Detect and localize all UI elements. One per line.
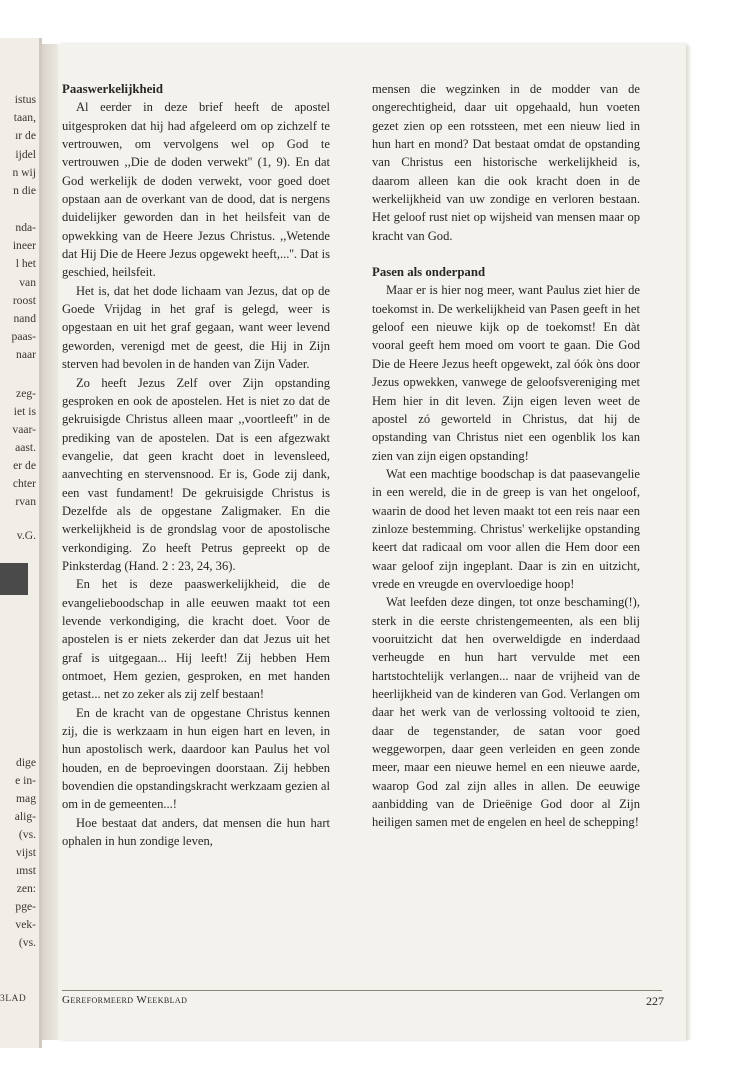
footer-rule	[62, 990, 662, 991]
dark-tab-mark	[0, 563, 28, 595]
adjacent-text-fragment: (vs.	[18, 828, 36, 841]
adjacent-text-fragment: pge-	[15, 900, 36, 913]
paragraph: Het is, dat het dode lichaam van Jezus, dat op de Goede Vrijdag in het graf is gelegd, weer is opgestaan en uit het graf gegaan, want weer levend geworden, verenigd met de geest, die Hij in Zijn sterven had bevolen in de handen van Zijn Vader.	[62, 283, 330, 372]
section-heading: Paaswerkelijkheid	[62, 82, 163, 96]
right-column	[372, 80, 640, 832]
left-column	[62, 80, 330, 850]
page-edge-shadow	[686, 46, 692, 1040]
adjacent-text-fragment: nand	[13, 312, 36, 325]
adjacent-text-fragment: ijdel	[15, 148, 36, 161]
paragraph: Hoe bestaat dat anders, dat mensen die hun hart ophalen in hun zondige leven,	[62, 815, 330, 849]
adjacent-text-fragment: nda-	[15, 221, 36, 234]
adjacent-text-fragment: paas-	[11, 330, 36, 343]
paragraph: En het is deze paaswerkelijkheid, die de evangelieboodschap in alle eeuwen maakt tot een levende verkondiging, die kracht doet. Voor de apostelen is er niets zekerder dan dat Jezus uit het graf is uitgegaan... Hij leeft! Zij hebben Hem ontmoet, Hem gezien, gesproken, en met handen getast... net zo zeker als zij zelf bestaan!	[62, 577, 330, 702]
adjacent-text-fragment: vek-	[15, 918, 36, 931]
adjacent-text-fragment: (vs.	[18, 936, 36, 949]
section-gap	[372, 245, 640, 263]
paragraph: En de kracht van de opgestane Christus kennen zij, die is werkzaam in hun eigen hart en leven, in hun apostolisch werk, daardoor kan Paulus het vol houden, en de beproevingen doorstaan. Zij hebben bovendien die opstandingskracht werkzaam gezien al om in de gemeenten...!	[62, 705, 330, 812]
adjacent-footer-fragment: 3LAD	[0, 994, 27, 1004]
adjacent-text-fragment: l het	[15, 257, 36, 270]
adjacent-text-fragment: mag	[16, 792, 36, 805]
adjacent-text-fragment: ımst	[16, 864, 36, 877]
publication-title: Gereformeerd Weekblad	[62, 994, 188, 1006]
magazine-page	[58, 44, 686, 1040]
adjacent-text-fragment: aast.	[15, 441, 36, 454]
adjacent-text-fragment: ır de	[15, 129, 36, 142]
paragraph-continuation: mensen die wegzinken in de modder van de ongerechtigheid, daar uit opgehaald, hun voeten gezet zien op een rotssteen, met een nieuw lied in hun hart en mond? Dat bestaat omdat de opstanding van Christus een historische werkelijkheid is, daarom alleen kan die ook kracht doen in de werkelijkheid van uw zondige en verloren bestaan. Het geloof rust niet op wijsheid van mensen maar op kracht van God.	[372, 82, 640, 243]
adjacent-text-fragment: dige	[16, 756, 36, 769]
adjacent-text-fragment: e in-	[15, 774, 36, 787]
adjacent-page-edge	[0, 38, 42, 1048]
paragraph: Al eerder in deze brief heeft de apostel uitgesproken dat hij had afgeleerd om op zichzelf te vertrouwen, om vervolgens wel op God te vertrouwen ,,Die de doden verwekt'' (1, 9). En dat God werkelijk de doden verwekt, voor goed doet opstaan aan de overkant van de dood, dat is nergens duidelijker geworden dan in het heilsfeit van de opwekking van de Heere Jezus Christus. ,,Wetende dat Hij Die de Heere Jezus opgewekt heeft,...''. Dat is geschied, heilsfeit.	[62, 100, 330, 280]
adjacent-text-fragment: chter	[12, 477, 36, 490]
adjacent-text-fragment: n die	[13, 184, 36, 197]
adjacent-text-fragment: vijst	[16, 846, 36, 859]
adjacent-text-fragment: iet is	[13, 405, 36, 418]
paragraph: Zo heeft Jezus Zelf over Zijn opstanding gesproken en ook de apostelen. Het is niet zo dat de gekruisigde Christus alleen maar ,,voortleeft'' in de prediking van de apostelen. Dat is een afgezwakt evangelie, dat geen kracht doet in levensleed, aanvechting en stervensnood. Er is, Gode zij dank, een vast fundament! De gekruisigde Christus is Dezelfde als de opgestane Zaligmaker. En die werkelijkheid is de grondslag voor de apostolische verkondiging. Zo heeft Petrus gepreekt op de Pinksterdag (Hand. 2 : 23, 24, 36).	[62, 375, 330, 573]
paragraph: Wat een machtige boodschap is dat paasevangelie in een wereld, die in de greep is van het ongeloof, waarin de dood het leven maakt tot een reis naar een zinloze bestemming. Christus' werkelijke opstanding keert dat radicaal om voor allen die Hem door een waar geloof zijn ingeplant. Daar is zin en uitzicht, vrede en vreugde en overvloedige hoop!	[372, 466, 640, 591]
adjacent-text-fragment: alig-	[14, 810, 36, 823]
adjacent-text-fragment: van	[19, 276, 36, 289]
adjacent-text-fragment: n wij	[12, 166, 36, 179]
adjacent-text-fragment: vaar-	[12, 423, 36, 436]
paragraph: Wat leefden deze dingen, tot onze beschaming(!), sterk in die eerste christengemeenten, als een blij vooruitzicht dat hen overweldigde en inderdaad verheugde en hun hart vervulde met een hartstochtelijk verlangen... naar de vrijheid van de heerlijkheid van de kinderen van God. Verlangen om daar het werk van de verlossing voltooid te zien, daar de tegenstander, de satan voor goed weggeworpen, daar geen verleiden en geen zonde meer, maar een nieuwe hemel en een nieuwe aarde, waarop God zal zijn alles in allen. De eeuwige aanbidding van de Drieënige God door al Zijn heiligen samen met de engelen en heel de schepping!	[372, 595, 640, 830]
adjacent-text-fragment: roost	[12, 294, 36, 307]
adjacent-text-fragment: v.G.	[16, 529, 36, 542]
adjacent-text-fragment: rvan	[15, 495, 36, 508]
adjacent-text-fragment: ineer	[12, 239, 36, 252]
adjacent-text-fragment: er de	[13, 459, 36, 472]
adjacent-text-fragment: zeg-	[16, 387, 36, 400]
adjacent-text-fragment: istus	[14, 93, 36, 106]
adjacent-text-fragment: taan,	[13, 111, 36, 124]
paragraph: Maar er is hier nog meer, want Paulus ziet hier de toekomst in. De werkelijkheid van Pasen geeft in het geloof een nieuwe kijk op de toekomst! En dàt vooral geeft hem moed om voort te gaan. Die God Die de Heere Jezus heeft opgewekt, zal óók òns door Jezus opwekken, vanwege de geloofsvereniging met Hem hier in dit leven. Zijn eigen leven weet de apostel zó geworteld in Christus, dat hij de opstanding van Christus niet een ogenblik los kan zien van zijn eigen opstanding!	[372, 283, 640, 463]
adjacent-text-fragment: naar	[16, 348, 36, 361]
page-number: 227	[646, 994, 664, 1008]
adjacent-text-fragment: zen:	[16, 882, 36, 895]
section-heading: Pasen als onderpand	[372, 265, 486, 280]
